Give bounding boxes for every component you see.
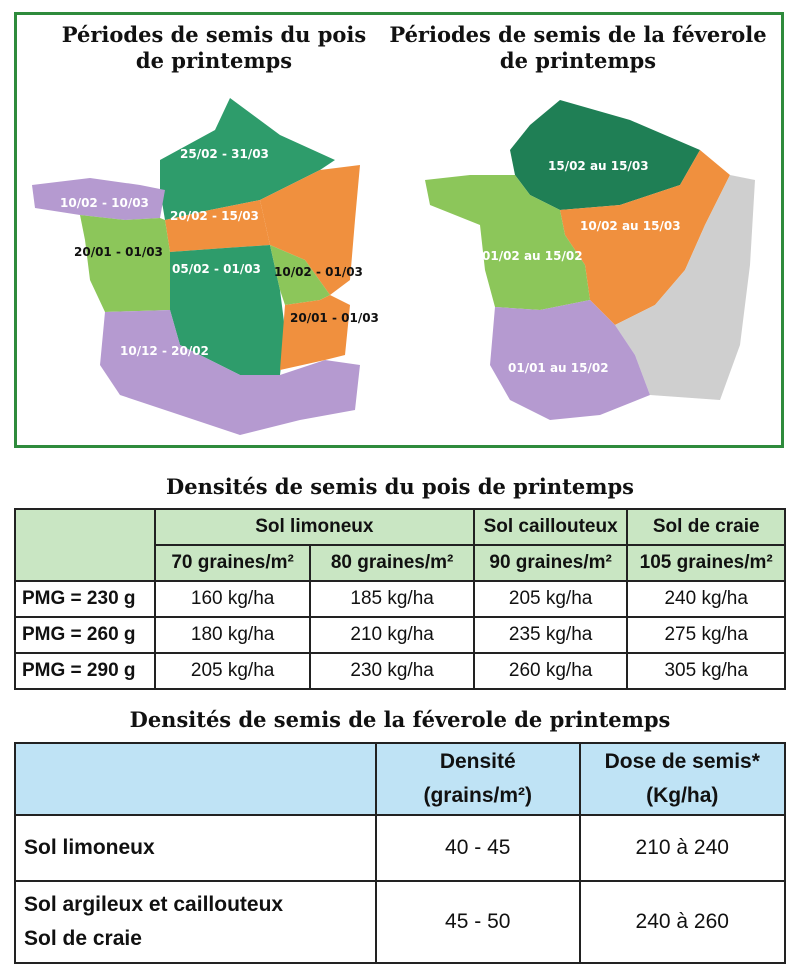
table-row (15, 653, 785, 689)
fev-density-header (376, 743, 580, 815)
fev-label-2: 10/02 au 15/03 (580, 219, 681, 233)
region-southeast (280, 295, 350, 370)
pois-density-table (14, 508, 786, 690)
feverole-map-title-line2: de printemps (499, 48, 657, 73)
pois-group-craie: Sol de craie (627, 509, 785, 545)
fev-label-1: 15/02 au 15/03 (548, 159, 649, 173)
fev-label-3: 01/02 au 15/02 (482, 249, 583, 263)
fev-row-label-line1: Sol argileux et caillouteux (24, 893, 284, 916)
pois-row-label: PMG = 260 g (15, 617, 155, 653)
pois-cell: 160 kg/ha (155, 581, 311, 617)
fev-density-header-line2: (grains/m²) (423, 784, 532, 807)
pois-row-label: PMG = 290 g (15, 653, 155, 689)
pois-cell: 240 kg/ha (627, 581, 785, 617)
fev-corner-cell (15, 743, 376, 815)
pois-label-7: 20/01 - 01/03 (290, 311, 379, 325)
fev-row-label-line2: Sol de craie (24, 927, 142, 950)
pois-cell: 235 kg/ha (474, 617, 628, 653)
fev-row-label (15, 881, 376, 963)
fev-density-cell: 40 - 45 (376, 815, 580, 881)
pois-density-80: 80 graines/m² (310, 545, 473, 581)
fev-dose-header-line2: (Kg/ha) (646, 784, 719, 807)
pois-cell: 180 kg/ha (155, 617, 311, 653)
fev-row-label: Sol limoneux (15, 815, 376, 881)
feverole-map (420, 95, 760, 430)
fev-density-cell: 45 - 50 (376, 881, 580, 963)
pois-corner-cell (15, 509, 155, 581)
fev-dose-header-line1: Dose de semis* (604, 750, 760, 773)
pois-cell: 205 kg/ha (155, 653, 311, 689)
pois-label-5: 05/02 - 01/03 (172, 262, 261, 276)
pois-map-title (44, 22, 384, 74)
fev-dose-header (580, 743, 785, 815)
table-row (15, 617, 785, 653)
feverole-map-title-line1: Périodes de semis de la féverole (389, 22, 767, 47)
pois-density-90: 90 graines/m² (474, 545, 628, 581)
pois-table-title: Densités de semis du pois de printemps (166, 474, 634, 499)
pois-group-caillouteux: Sol caillouteux (474, 509, 628, 545)
pois-density-70: 70 graines/m² (155, 545, 311, 581)
feverole-map-title (378, 22, 778, 74)
pois-label-2: 10/02 - 10/03 (60, 196, 149, 210)
pois-map (30, 90, 379, 440)
table-row (15, 815, 785, 881)
pois-density-105: 105 graines/m² (627, 545, 785, 581)
pois-label-3: 20/02 - 15/03 (170, 209, 259, 223)
pois-row-label: PMG = 230 g (15, 581, 155, 617)
pois-map-title-line2: de printemps (135, 48, 293, 73)
pois-cell: 210 kg/ha (310, 617, 473, 653)
fev-table-title: Densités de semis de la féverole de printemps (129, 707, 671, 732)
pois-cell: 305 kg/ha (627, 653, 785, 689)
pois-label-6: 10/02 - 01/03 (274, 265, 363, 279)
fev-dose-cell: 210 à 240 (580, 815, 785, 881)
pois-group-limoneux: Sol limoneux (155, 509, 474, 545)
pois-label-1: 25/02 - 31/03 (180, 147, 269, 161)
pois-label-4: 20/01 - 01/03 (74, 245, 163, 259)
feverole-density-table (14, 742, 786, 964)
pois-cell: 205 kg/ha (474, 581, 628, 617)
pois-label-8: 10/12 - 20/02 (120, 344, 209, 358)
table-row (15, 581, 785, 617)
fev-label-4: 01/01 au 15/02 (508, 361, 609, 375)
pois-cell: 230 kg/ha (310, 653, 473, 689)
pois-cell: 275 kg/ha (627, 617, 785, 653)
table-row (15, 881, 785, 963)
pois-map-title-line1: Périodes de semis du pois (61, 22, 367, 47)
region-west (80, 215, 170, 312)
pois-cell: 260 kg/ha (474, 653, 628, 689)
fev-dose-cell: 240 à 260 (580, 881, 785, 963)
pois-cell: 185 kg/ha (310, 581, 473, 617)
fev-density-header-line1: Densité (439, 750, 516, 773)
